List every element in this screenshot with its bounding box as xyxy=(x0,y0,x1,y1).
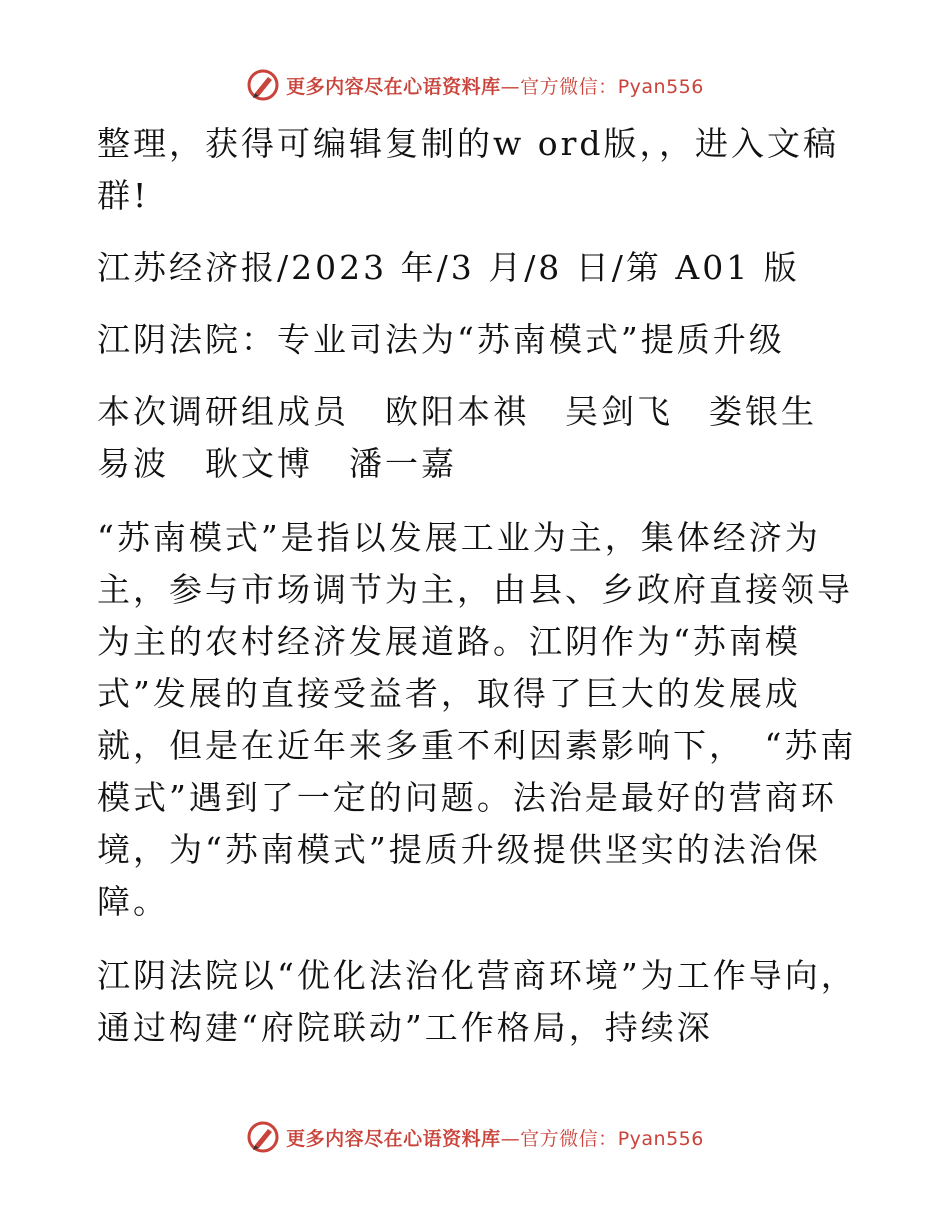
footer-banner xyxy=(0,1120,950,1154)
banner-text xyxy=(286,1124,704,1151)
document-body xyxy=(97,118,857,1054)
banner-text xyxy=(286,72,704,99)
banner-wechat-handle: Pyan556 xyxy=(617,1127,704,1150)
banner-main-text: 更多内容尽在心语资料库 xyxy=(286,75,501,98)
banner-official-label: 官方微信： xyxy=(520,1127,618,1150)
paragraph-body-1: “苏南模式”是指以发展工业为主，集体经济为主，参与市场调节为主，由县、乡政府直接领导为主的农村经济发展道路。江阴作为“苏南模式”发展的直接受益者，取得了巨大的发展成就，但是在近年来多重不利因素影响下， “苏南模式”遇到了一定的问题。法治是最好的营商环境，为“苏南模式”提质升级提供坚实的法治保障。 xyxy=(97,518,857,921)
banner-wechat-handle: Pyan556 xyxy=(617,75,704,98)
pen-logo-icon xyxy=(246,1120,280,1154)
banner-main-text: 更多内容尽在心语资料库 xyxy=(286,1127,501,1150)
banner-dash: — xyxy=(500,75,521,98)
banner-dash: — xyxy=(500,1127,521,1150)
article-title: 江阴法院：专业司法为“苏南模式”提质升级 xyxy=(97,320,785,359)
banner-official-label: 官方微信： xyxy=(520,75,618,98)
header-banner xyxy=(0,68,950,102)
paragraph-intro: 整理，获得可编辑复制的w ord版，，进入文稿群! xyxy=(97,124,840,215)
paragraph-members: 本次调研组成员 欧阳本祺 吴剑飞 娄银生 易波 耿文博 潘一嘉 xyxy=(97,392,853,483)
paragraph-source: 江苏经济报/2023 年/3 月/8 日/第 A01 版 xyxy=(97,248,800,287)
pen-logo-icon xyxy=(246,68,280,102)
paragraph-body-2: 江阴法院以“优化法治化营商环境”为工作导向，通过构建“府院联动”工作格局，持续深 xyxy=(97,956,857,1047)
